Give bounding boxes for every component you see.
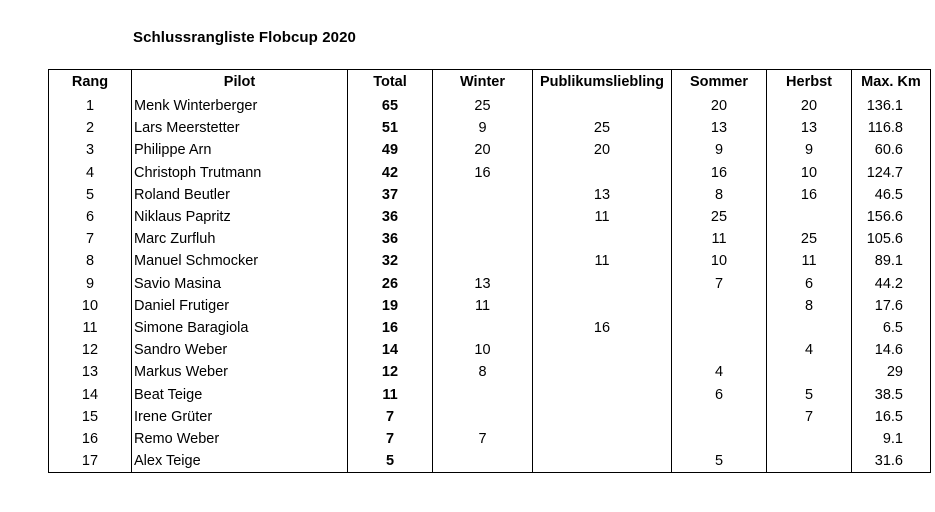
cell-rang: 13 xyxy=(49,361,132,383)
cell-total: 16 xyxy=(348,317,433,339)
cell-sommer: 20 xyxy=(672,95,767,117)
table-row xyxy=(49,428,931,450)
cell-herbst xyxy=(767,450,852,473)
cell-pilot: Simone Baragiola xyxy=(132,317,348,339)
cell-sommer: 6 xyxy=(672,384,767,406)
cell-publikumsliebling: 16 xyxy=(533,317,672,339)
cell-rang: 7 xyxy=(49,228,132,250)
cell-max-km: 60.6 xyxy=(852,139,931,161)
cell-rang: 11 xyxy=(49,317,132,339)
header-winter: Winter xyxy=(433,70,533,96)
cell-sommer xyxy=(672,339,767,361)
ranking-table xyxy=(48,69,931,473)
header-rang: Rang xyxy=(49,70,132,96)
cell-publikumsliebling xyxy=(533,384,672,406)
cell-total: 42 xyxy=(348,162,433,184)
cell-sommer: 16 xyxy=(672,162,767,184)
header-sommer: Sommer xyxy=(672,70,767,96)
cell-max-km: 17.6 xyxy=(852,295,931,317)
cell-publikumsliebling xyxy=(533,361,672,383)
cell-herbst: 25 xyxy=(767,228,852,250)
header-publikumsliebling: Publikumsliebling xyxy=(533,70,672,96)
cell-total: 37 xyxy=(348,184,433,206)
cell-max-km: 38.5 xyxy=(852,384,931,406)
cell-winter xyxy=(433,317,533,339)
cell-total: 49 xyxy=(348,139,433,161)
cell-max-km: 16.5 xyxy=(852,406,931,428)
cell-pilot: Philippe Arn xyxy=(132,139,348,161)
cell-herbst: 5 xyxy=(767,384,852,406)
cell-max-km: 44.2 xyxy=(852,273,931,295)
cell-max-km: 105.6 xyxy=(852,228,931,250)
cell-max-km: 31.6 xyxy=(852,450,931,473)
cell-winter xyxy=(433,250,533,272)
table-body xyxy=(49,95,931,473)
cell-max-km: 89.1 xyxy=(852,250,931,272)
cell-max-km: 116.8 xyxy=(852,117,931,139)
cell-winter: 11 xyxy=(433,295,533,317)
cell-winter: 9 xyxy=(433,117,533,139)
page-title: Schlussrangliste Flobcup 2020 xyxy=(133,29,356,46)
cell-herbst: 16 xyxy=(767,184,852,206)
cell-sommer: 8 xyxy=(672,184,767,206)
cell-rang: 14 xyxy=(49,384,132,406)
cell-total: 12 xyxy=(348,361,433,383)
cell-total: 36 xyxy=(348,206,433,228)
table-row xyxy=(49,95,931,117)
cell-herbst: 8 xyxy=(767,295,852,317)
cell-pilot: Lars Meerstetter xyxy=(132,117,348,139)
cell-total: 26 xyxy=(348,273,433,295)
cell-pilot: Menk Winterberger xyxy=(132,95,348,117)
cell-sommer: 5 xyxy=(672,450,767,473)
cell-pilot: Christoph Trutmann xyxy=(132,162,348,184)
cell-pilot: Sandro Weber xyxy=(132,339,348,361)
cell-total: 7 xyxy=(348,406,433,428)
cell-max-km: 156.6 xyxy=(852,206,931,228)
cell-sommer xyxy=(672,317,767,339)
cell-rang: 17 xyxy=(49,450,132,473)
cell-winter: 20 xyxy=(433,139,533,161)
table-row xyxy=(49,117,931,139)
cell-herbst: 7 xyxy=(767,406,852,428)
cell-pilot: Beat Teige xyxy=(132,384,348,406)
cell-winter: 8 xyxy=(433,361,533,383)
table-row xyxy=(49,139,931,161)
cell-publikumsliebling xyxy=(533,450,672,473)
cell-publikumsliebling: 20 xyxy=(533,139,672,161)
cell-pilot: Roland Beutler xyxy=(132,184,348,206)
cell-rang: 8 xyxy=(49,250,132,272)
cell-herbst: 10 xyxy=(767,162,852,184)
cell-publikumsliebling xyxy=(533,406,672,428)
cell-max-km: 124.7 xyxy=(852,162,931,184)
table-row xyxy=(49,339,931,361)
cell-pilot: Niklaus Papritz xyxy=(132,206,348,228)
cell-publikumsliebling xyxy=(533,162,672,184)
cell-sommer: 9 xyxy=(672,139,767,161)
cell-total: 14 xyxy=(348,339,433,361)
cell-rang: 16 xyxy=(49,428,132,450)
cell-winter: 25 xyxy=(433,95,533,117)
cell-pilot: Marc Zurfluh xyxy=(132,228,348,250)
table-row xyxy=(49,295,931,317)
cell-sommer: 13 xyxy=(672,117,767,139)
cell-herbst: 20 xyxy=(767,95,852,117)
table-header-row xyxy=(49,70,931,96)
cell-max-km: 6.5 xyxy=(852,317,931,339)
cell-herbst xyxy=(767,317,852,339)
cell-total: 36 xyxy=(348,228,433,250)
cell-publikumsliebling: 11 xyxy=(533,250,672,272)
cell-publikumsliebling xyxy=(533,339,672,361)
cell-winter xyxy=(433,450,533,473)
cell-rang: 6 xyxy=(49,206,132,228)
table-row xyxy=(49,361,931,383)
cell-winter xyxy=(433,384,533,406)
cell-rang: 12 xyxy=(49,339,132,361)
cell-winter xyxy=(433,206,533,228)
cell-publikumsliebling: 11 xyxy=(533,206,672,228)
cell-rang: 2 xyxy=(49,117,132,139)
cell-total: 51 xyxy=(348,117,433,139)
header-herbst: Herbst xyxy=(767,70,852,96)
cell-winter: 7 xyxy=(433,428,533,450)
table-row xyxy=(49,406,931,428)
cell-winter xyxy=(433,228,533,250)
header-pilot: Pilot xyxy=(132,70,348,96)
table-row xyxy=(49,317,931,339)
cell-rang: 15 xyxy=(49,406,132,428)
cell-herbst: 9 xyxy=(767,139,852,161)
cell-herbst: 11 xyxy=(767,250,852,272)
table-row xyxy=(49,184,931,206)
cell-winter: 16 xyxy=(433,162,533,184)
cell-rang: 5 xyxy=(49,184,132,206)
cell-pilot: Manuel Schmocker xyxy=(132,250,348,272)
cell-pilot: Irene Grüter xyxy=(132,406,348,428)
cell-herbst: 13 xyxy=(767,117,852,139)
table-row xyxy=(49,273,931,295)
cell-publikumsliebling xyxy=(533,95,672,117)
cell-sommer: 11 xyxy=(672,228,767,250)
cell-pilot: Daniel Frutiger xyxy=(132,295,348,317)
cell-winter xyxy=(433,406,533,428)
cell-max-km: 136.1 xyxy=(852,95,931,117)
cell-rang: 10 xyxy=(49,295,132,317)
cell-pilot: Alex Teige xyxy=(132,450,348,473)
cell-sommer: 4 xyxy=(672,361,767,383)
cell-publikumsliebling xyxy=(533,428,672,450)
cell-max-km: 46.5 xyxy=(852,184,931,206)
cell-sommer xyxy=(672,428,767,450)
cell-herbst: 4 xyxy=(767,339,852,361)
header-total: Total xyxy=(348,70,433,96)
cell-rang: 4 xyxy=(49,162,132,184)
cell-sommer xyxy=(672,295,767,317)
cell-rang: 9 xyxy=(49,273,132,295)
table-row xyxy=(49,206,931,228)
table-row xyxy=(49,450,931,473)
cell-total: 7 xyxy=(348,428,433,450)
cell-publikumsliebling xyxy=(533,273,672,295)
cell-herbst xyxy=(767,206,852,228)
cell-sommer: 7 xyxy=(672,273,767,295)
cell-winter xyxy=(433,184,533,206)
cell-total: 65 xyxy=(348,95,433,117)
table-row xyxy=(49,162,931,184)
cell-total: 5 xyxy=(348,450,433,473)
header-max-km: Max. Km xyxy=(852,70,931,96)
cell-pilot: Remo Weber xyxy=(132,428,348,450)
cell-total: 32 xyxy=(348,250,433,272)
cell-pilot: Savio Masina xyxy=(132,273,348,295)
cell-publikumsliebling xyxy=(533,295,672,317)
cell-max-km: 29 xyxy=(852,361,931,383)
cell-total: 19 xyxy=(348,295,433,317)
cell-pilot: Markus Weber xyxy=(132,361,348,383)
cell-rang: 1 xyxy=(49,95,132,117)
cell-max-km: 14.6 xyxy=(852,339,931,361)
cell-publikumsliebling: 13 xyxy=(533,184,672,206)
cell-sommer xyxy=(672,406,767,428)
cell-max-km: 9.1 xyxy=(852,428,931,450)
table-row xyxy=(49,384,931,406)
table-row xyxy=(49,250,931,272)
cell-herbst xyxy=(767,361,852,383)
cell-winter: 13 xyxy=(433,273,533,295)
cell-sommer: 10 xyxy=(672,250,767,272)
cell-total: 11 xyxy=(348,384,433,406)
cell-publikumsliebling: 25 xyxy=(533,117,672,139)
cell-sommer: 25 xyxy=(672,206,767,228)
cell-winter: 10 xyxy=(433,339,533,361)
cell-herbst xyxy=(767,428,852,450)
cell-publikumsliebling xyxy=(533,228,672,250)
cell-rang: 3 xyxy=(49,139,132,161)
table-row xyxy=(49,228,931,250)
cell-herbst: 6 xyxy=(767,273,852,295)
